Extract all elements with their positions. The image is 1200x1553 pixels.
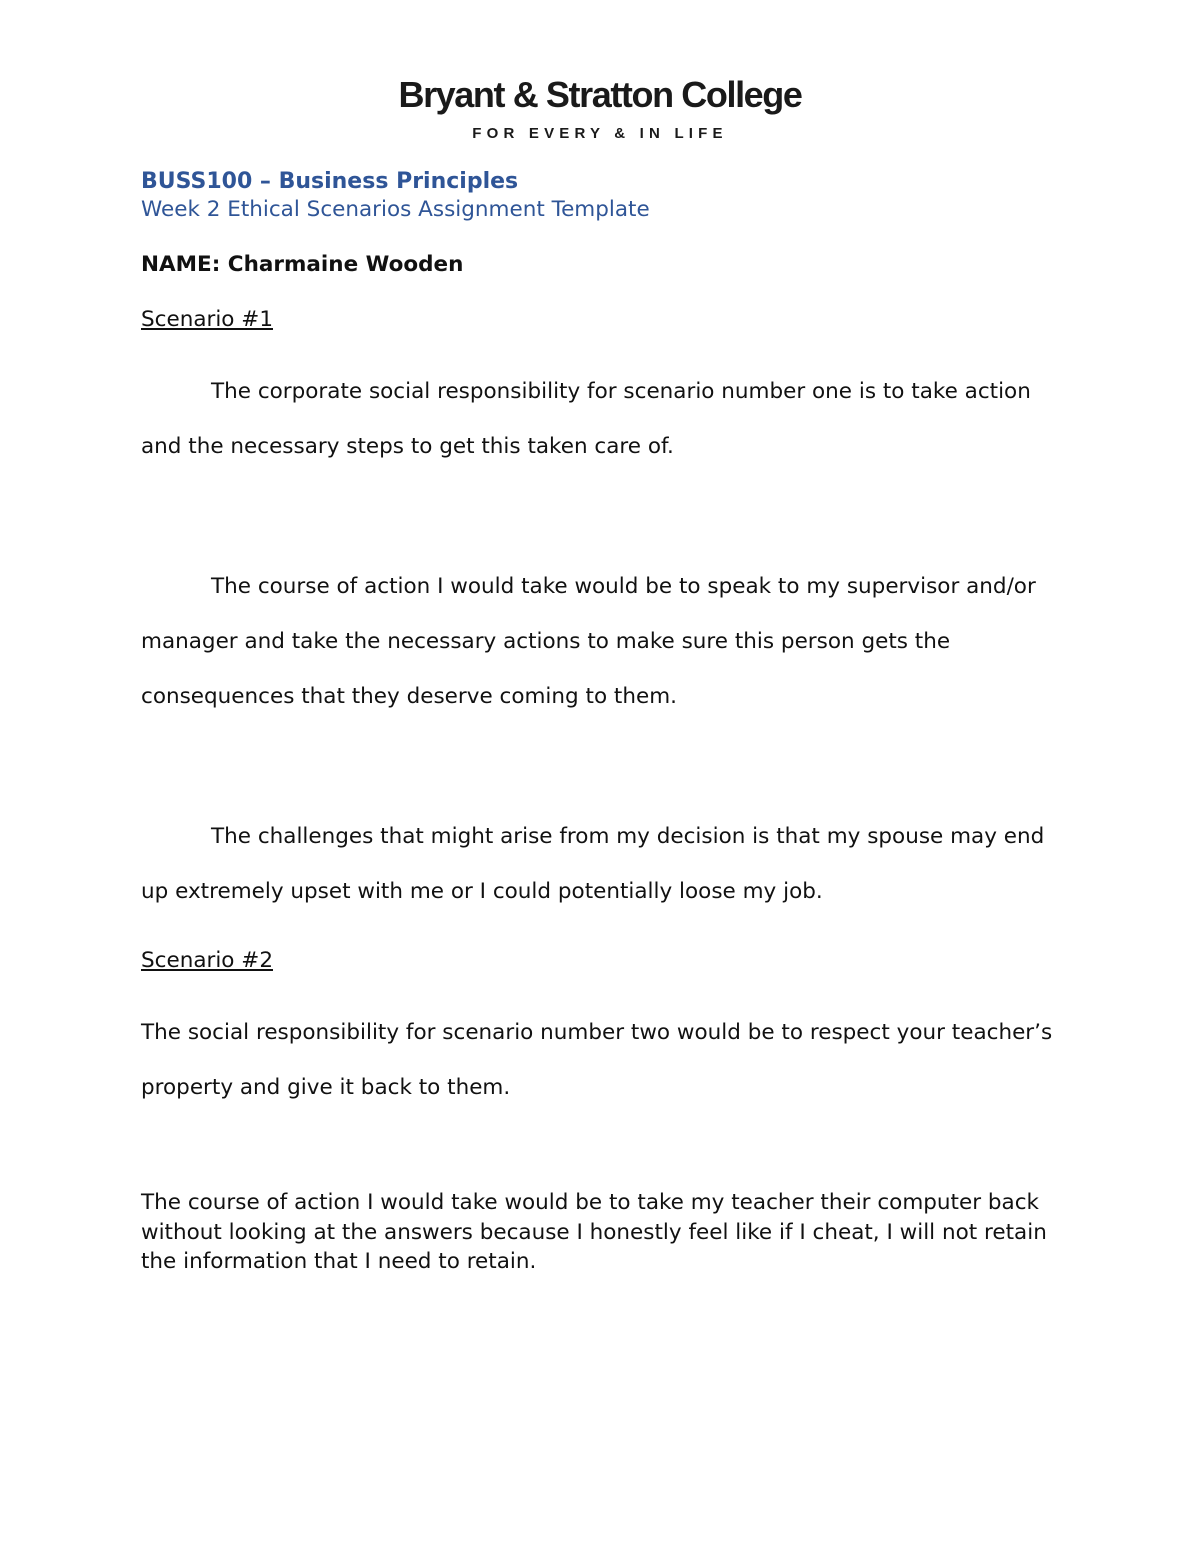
student-name: NAME: Charmaine Wooden xyxy=(141,252,464,277)
college-logo-name: Bryant & Stratton College xyxy=(398,74,802,115)
scenario-1-heading: Scenario #1 xyxy=(141,307,273,332)
scenario-1-paragraph-2: The course of action I would take would be to speak to my supervisor and/or manager and take the necessary actions to make sure this person gets the consequences that they deserve coming to them. xyxy=(141,574,1036,709)
scenario-1-paragraph-1: The corporate social responsibility for scenario number one is to take action and the necessary steps to get this taken care of. xyxy=(141,379,1031,459)
college-logo-tagline: FOR EVERY & IN LIFE xyxy=(472,125,728,142)
course-title: BUSS100 – Business Principles xyxy=(141,169,519,194)
assignment-title: Week 2 Ethical Scenarios Assignment Template xyxy=(141,197,650,222)
scenario-2-paragraph-2: The course of action I would take would be to take my teacher their computer back without looking at the answers because I honestly feel like if I cheat, I will not retain the information that I need to retain. xyxy=(141,1190,1047,1274)
scenario-1-paragraph-3: The challenges that might arise from my decision is that my spouse may end up extremely upset with me or I could potentially loose my job. xyxy=(141,824,1045,904)
scenario-2-paragraph-1: The social responsibility for scenario number two would be to respect your teacher’s property and give it back to them. xyxy=(141,1020,1053,1100)
scenario-2-heading: Scenario #2 xyxy=(141,948,273,973)
